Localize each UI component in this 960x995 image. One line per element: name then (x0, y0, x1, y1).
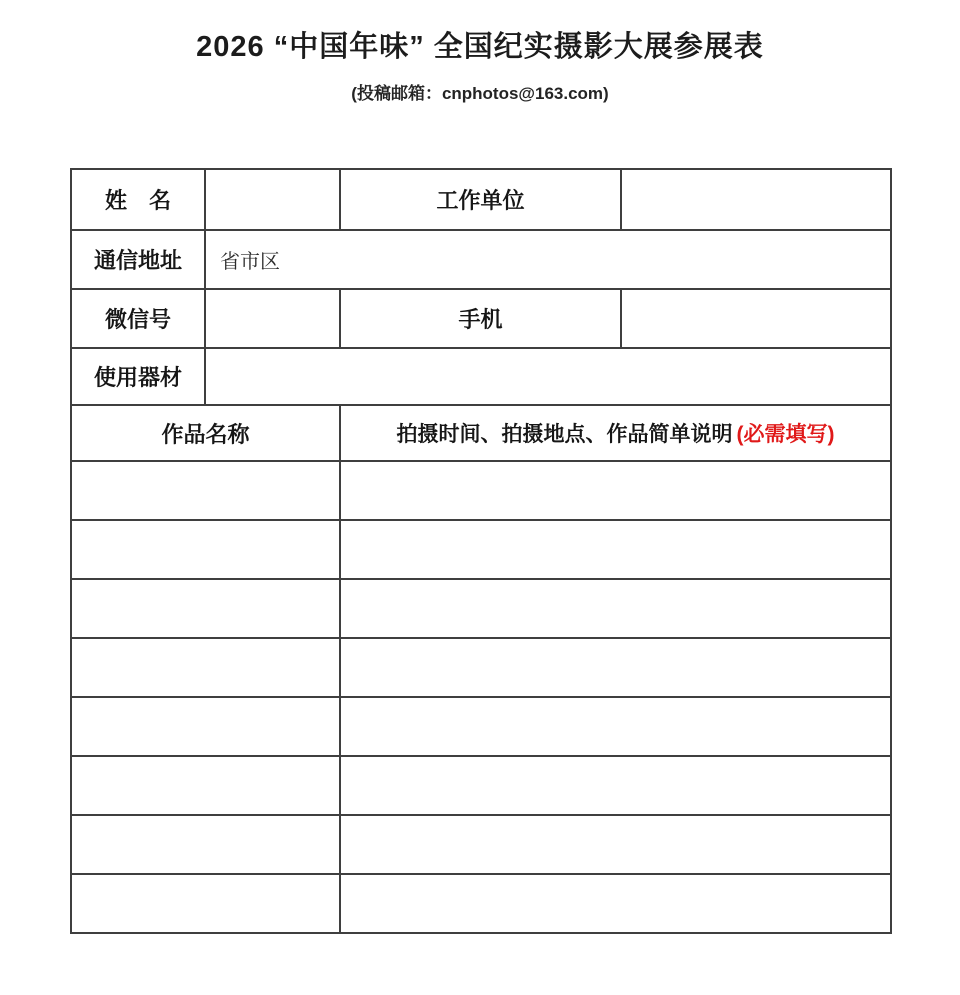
work-title-input-cell[interactable] (71, 461, 340, 520)
table-row (71, 230, 891, 289)
work-unit-label: 工作单位 (340, 169, 621, 230)
work-desc-input-cell[interactable] (340, 815, 891, 874)
work-title-input-cell[interactable] (71, 874, 340, 933)
work-desc-input-cell[interactable] (340, 756, 891, 815)
works-desc-required-note: (必需填写) (736, 423, 835, 446)
work-desc-input-cell[interactable] (340, 697, 891, 756)
work-desc-input-cell[interactable] (340, 461, 891, 520)
works-desc-header (340, 405, 891, 461)
works-header-row (71, 405, 891, 461)
wechat-label: 微信号 (71, 289, 205, 348)
equipment-label: 使用器材 (71, 348, 205, 405)
work-entry-row (71, 520, 891, 579)
work-title-input-cell[interactable] (71, 579, 340, 638)
table-row (71, 169, 891, 230)
wechat-input-cell[interactable] (205, 289, 340, 348)
work-unit-input-cell[interactable] (621, 169, 891, 230)
phone-input-cell[interactable] (621, 289, 891, 348)
phone-label: 手机 (340, 289, 621, 348)
page-subtitle: (投稿邮箱：cnphotos@163.com) (351, 84, 609, 103)
work-desc-input-cell[interactable] (340, 579, 891, 638)
table-row (71, 348, 891, 405)
work-title-input-cell[interactable] (71, 697, 340, 756)
work-entry-row (71, 461, 891, 520)
work-entry-row (71, 579, 891, 638)
name-label: 姓 名 (71, 169, 205, 230)
equipment-input-cell[interactable] (205, 348, 891, 405)
address-label: 通信地址 (71, 230, 205, 289)
address-input-cell[interactable]: 省市区 (205, 230, 891, 289)
work-entry-row (71, 697, 891, 756)
works-title-header: 作品名称 (71, 405, 340, 461)
work-entry-row (71, 815, 891, 874)
work-desc-input-cell[interactable] (340, 638, 891, 697)
work-entry-row (71, 874, 891, 933)
work-entry-row (71, 638, 891, 697)
name-input-cell[interactable] (205, 169, 340, 230)
work-desc-input-cell[interactable] (340, 520, 891, 579)
works-desc-text: 拍摄时间、拍摄地点、作品简单说明 (396, 423, 733, 446)
work-title-input-cell[interactable] (71, 756, 340, 815)
work-title-input-cell[interactable] (71, 638, 340, 697)
work-entry-row (71, 756, 891, 815)
page-title: 2026 “中国年味” 全国纪实摄影大展参展表 (196, 31, 764, 63)
entry-form-table (70, 168, 892, 934)
work-desc-input-cell[interactable] (340, 874, 891, 933)
works-rows (71, 461, 891, 933)
work-title-input-cell[interactable] (71, 815, 340, 874)
table-row (71, 289, 891, 348)
work-title-input-cell[interactable] (71, 520, 340, 579)
